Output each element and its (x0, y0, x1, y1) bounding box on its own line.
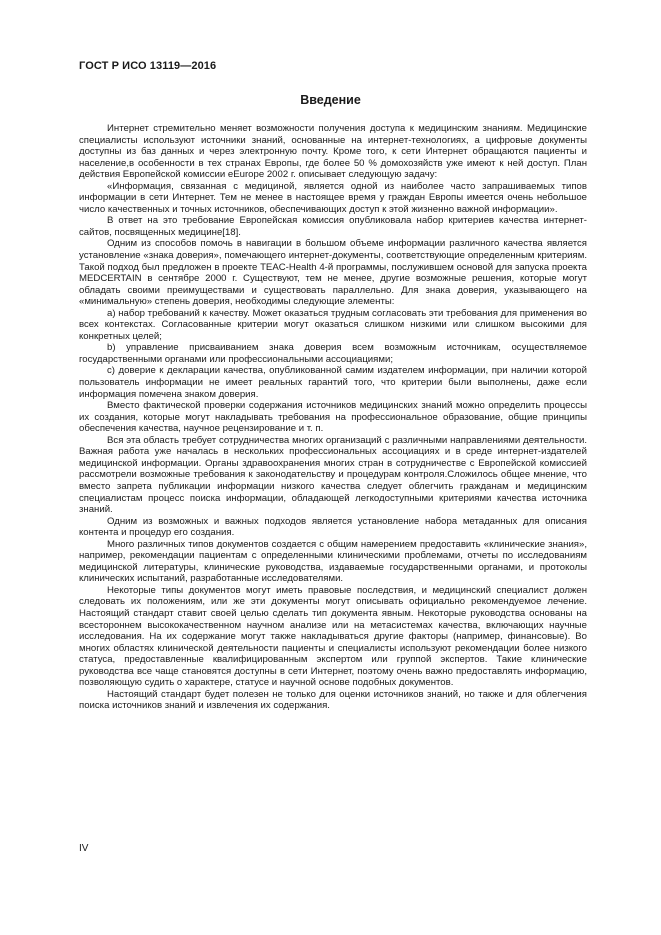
paragraph: Настоящий стандарт будет полезен не только для оценки источников знаний, но также и для облегчения поиска источников знаний и извлечения их содержания. (79, 688, 587, 712)
quote-paragraph: «Информация, связанная с медициной, является одной из наиболее часто запрашиваемых типов информации в сети Интернет. Тем не менее в настоящее время у граждан Европы имеется очень небольшое число качественных и точных источников, обеспечивающих доступ к этой жизненно важной информации». (79, 180, 587, 215)
list-item-c: с) доверие к декларации качества, опубликованной самим издателем информации, при наличии которой пользователь информации не имеет реальных гарантий того, что критерии были выполнены, даже если информация помечена знаком доверия. (79, 365, 587, 400)
paragraph: Некоторые типы документов могут иметь правовые последствия, и медицинский специалист должен следовать их положениям, или же эти документы могут описывать официально рекомендуемое лечение. Настоящий стандарт ставит своей целью сделать тип документа явным. Некоторые руководства основаны на всестороннем высококачественном научном анализе или на метасистемах качества, включающих научные исследования. На их содержание могут также накладываться другие факторы (например, финансовые). Во многих областях клинической деятельности пациенты и специалисты используют рекомендации более низкого статуса, предоставленные квалифицированным экспертом или группой экспертов. Такие клинические руководства все чаще становятся доступны в сети Интернет, поэтому очень важно предоставлять информацию, позволяющую судить о характере, статусе и научной основе подобных документов. (79, 584, 587, 689)
paragraph: Много различных типов документов создается с общим намерением предоставить «клинические знания», например, рекомендации пациентам с определенными клиническими проблемами, отчеты по исследованиям медицинской литературы, клинические руководства, издаваемые государственными органами, и протоколы клинических испытаний, разработанные исследователями. (79, 538, 587, 585)
list-item-a: а) набор требований к качеству. Может оказаться трудным согласовать эти требования для применения во всех контекстах. Согласованные критерии могут оказаться слишком низкими или слишком высокими для конкретных целей; (79, 307, 587, 342)
body-text (79, 123, 587, 712)
paragraph: Вся эта область требует сотрудничества многих организаций с различными направлениями деятельности. Важная работа уже началась в нескольких профессиональных ассоциациях и в среде интернет-издателей медицинской информации. Органы здравоохранения многих стран в сотрудничестве с Европейской комиссией рассмотрели возможные требования к законодательству и процедурам контроля.Сложилось общее мнение, что вместо запрета публикации информации низкого качества следует облегчить гражданам и медицинским специалистам процесс поиска информации, обладающей легкодоступными критериями качества источника знаний. (79, 434, 587, 516)
section-title: Введение (300, 93, 361, 107)
paragraph: В ответ на это требование Европейская комиссия опубликовала набор критериев качества интернет-сайтов, посвященных медицине[18]. (79, 215, 587, 238)
page-number: IV (79, 843, 89, 854)
paragraph: Одним из способов помочь в навигации в большом объеме информации различного качества является установление «знака доверия», помечающего интернет-документы, соответствующие определенным критериям. Такой подход был предложен в проекте TEAC-Health 4-й программы, послужившем основой для запуска проекта MEDCERTAIN в сентябре 2000 г. Существуют, тем не менее, другие возможные решения, которые могут обладать своими преимуществами и существовать параллельно. Для знака доверия, указывающего на «минимальную» степень доверия, необходимы следующие элементы: (79, 238, 587, 308)
paragraph: Интернет стремительно меняет возможности получения доступа к медицинским знаниям. Медицинские специалисты используют источники знаний, основанные на интернет-технологиях, а цифровые документы доступны из баз данных и через электронную почту. Кроме того, к сети Интернет обращаются пациенты и население,в особенности в тех странах Европы, где более 50 % домохозяйств уже имеют к ней доступ. План действия Европейской комиссии eEurope 2002 г. описывает следующую задачу: (79, 123, 587, 181)
list-item-b: b) управление присваиванием знака доверия всем возможным источникам, осуществляемое государственными органами или профессиональными ассоциациями; (79, 342, 587, 365)
document-header: ГОСТ Р ИСО 13119—2016 (79, 60, 217, 72)
paragraph: Одним из возможных и важных подходов является установление набора метаданных для описания контента и процедур его создания. (79, 515, 587, 539)
paragraph: Вместо фактической проверки содержания источников медицинских знаний можно определить процессы их создания, которые могут накладывать требования на профессиональное образование, общие принципы обеспечения качества, научное рецензирование и т. п. (79, 400, 587, 435)
